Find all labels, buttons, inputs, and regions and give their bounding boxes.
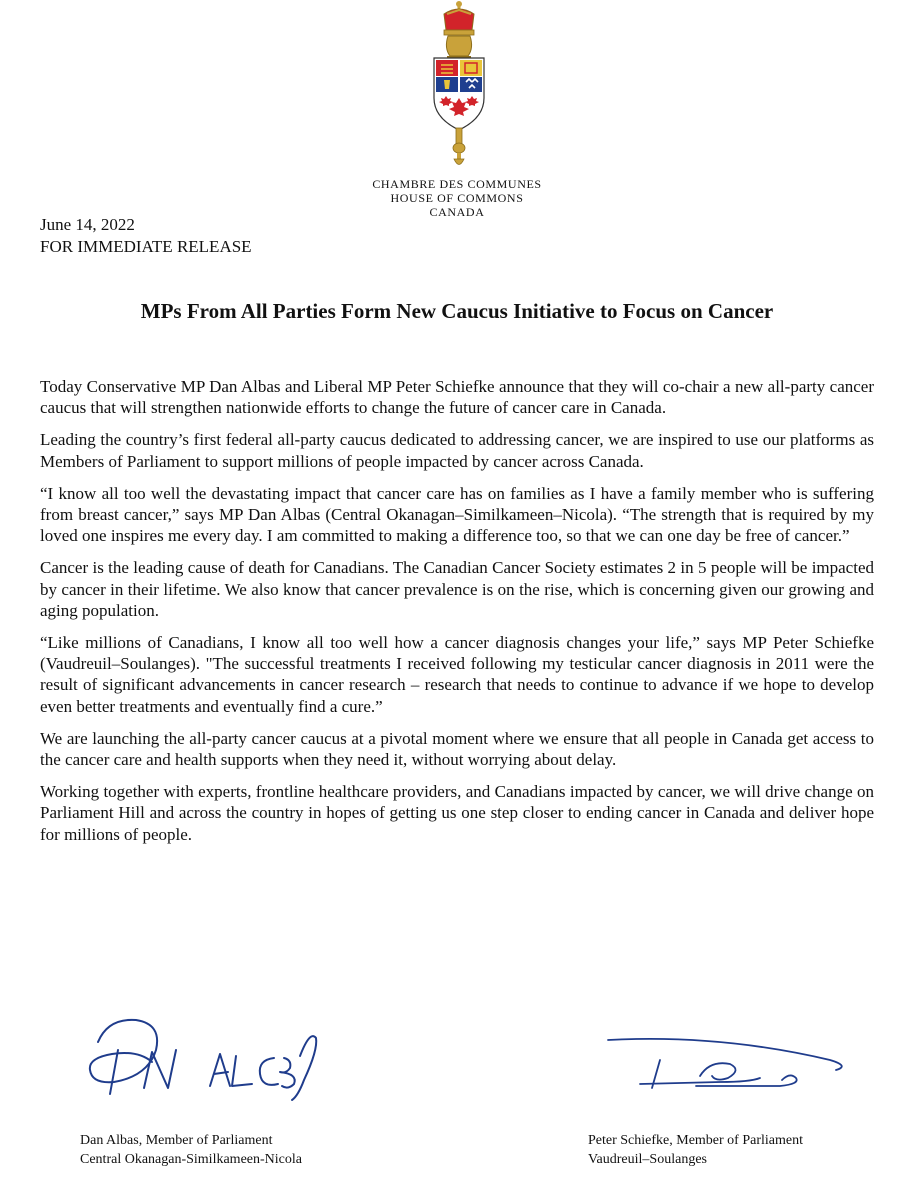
signatory-name: Dan Albas, Member of Parliament: [80, 1133, 273, 1148]
signatory-riding: Vaudreuil–Soulanges: [588, 1152, 707, 1167]
letterhead-line-french: CHAMBRE DES COMMUNES: [372, 177, 542, 191]
paragraph: “I know all too well the devastating impact that cancer care has on families as I have a family member who is suffering from breast cancer,” says MP Dan Albas (Central Okanagan–Similkameen–Nicola). “The strength that is required by my loved one inspires me every day. I am committed to making a difference too, so that we can one day be free of cancer.”: [40, 483, 874, 546]
signatory-albas: [80, 1131, 302, 1169]
signatory-riding: Central Okanagan-Similkameen-Nicola: [80, 1152, 302, 1167]
headline: MPs From All Parties Form New Caucus Initiative to Focus on Cancer: [140, 299, 774, 323]
paragraph: “Like millions of Canadians, I know all too well how a cancer diagnosis changes your life,” says MP Peter Schiefke (Vaudreuil–Soulanges). "The successful treatments I received following my testicular cancer diagnosis in 2011 were the result of significant advancements in cancer research – research that needs to continue to advance if we hope to develop even better treatments and eventually find a cure.”: [40, 633, 874, 716]
letterhead-line-canada: CANADA: [429, 205, 485, 219]
signatory-name: Peter Schiefke, Member of Parliament: [588, 1133, 803, 1148]
paragraph: We are launching the all-party cancer caucus at a pivotal moment where we ensure that all people in Canada get access to the cancer care and health supports when they need it, without worrying about delay.: [40, 728, 874, 770]
paragraph: Working together with experts, frontline healthcare providers, and Canadians impacted by cancer, we will drive change on Parliament Hill and across the country in hopes of getting us one step closer to ending cancer in Canada and deliver hope for millions of people.: [40, 782, 874, 844]
paragraph: Cancer is the leading cause of death for Canadians. The Canadian Cancer Society estimates 2 in 5 people will be impacted by cancer in their lifetime. We also know that cancer prevalence is on the rise, which is concerning given our growing and aging population.: [40, 558, 874, 620]
letterhead-line-english: HOUSE OF COMMONS: [390, 191, 524, 205]
paragraph: Leading the country’s first federal all-party caucus dedicated to addressing cancer, we are inspired to use our platforms as Members of Parliament to support millions of people impacted by cancer across Canada.: [40, 430, 874, 471]
paragraph: Today Conservative MP Dan Albas and Liberal MP Peter Schiefke announce that they will co-chair a new all-party cancer caucus that will strengthen nationwide efforts to change the future of cancer care in Canada.: [40, 377, 874, 418]
release-label: FOR IMMEDIATE RELEASE: [40, 237, 252, 256]
body-text: [40, 376, 874, 856]
letterhead: [357, 177, 557, 219]
dan-albas-signature-icon: [78, 1010, 328, 1115]
house-of-commons-crest-icon: [414, 0, 504, 170]
dateline: [40, 214, 252, 258]
signatory-schiefke: [588, 1131, 803, 1169]
peter-schiefke-signature-icon: [600, 1030, 870, 1105]
release-date: June 14, 2022: [40, 215, 135, 234]
